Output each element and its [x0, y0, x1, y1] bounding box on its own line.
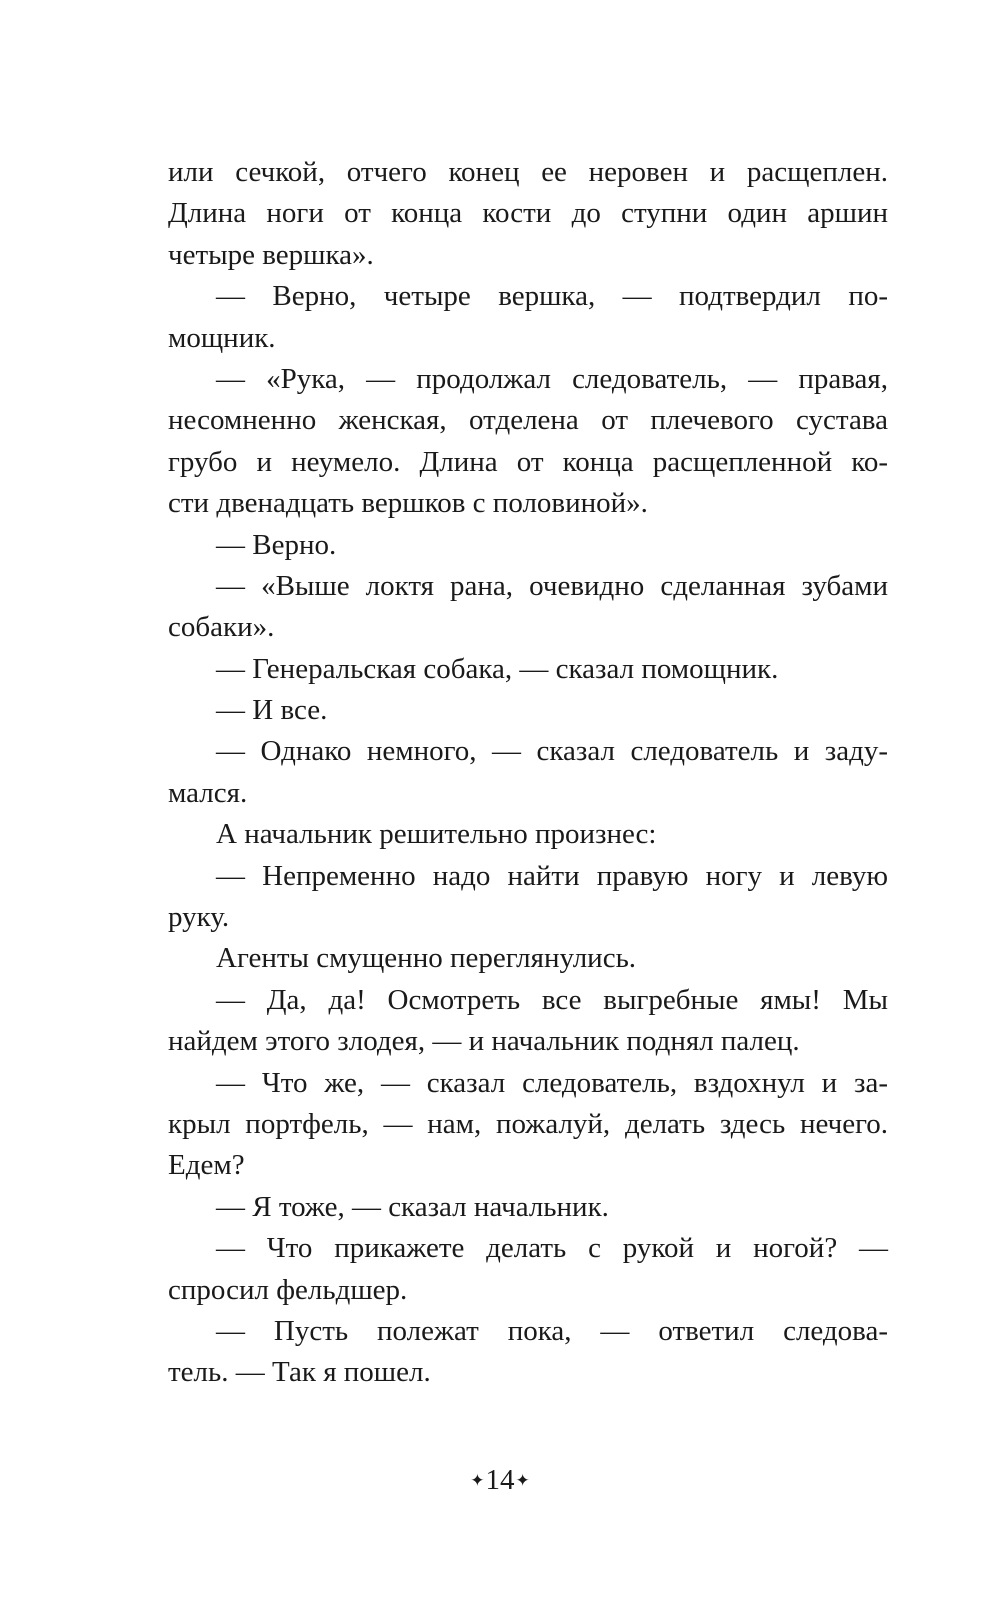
text-line: — Что прикажете делать с рукой и ногой? —	[216, 1232, 888, 1265]
paragraph	[168, 525, 888, 566]
paragraph	[168, 856, 888, 939]
text-line: тель. — Так я пошел.	[168, 1356, 431, 1389]
text-line: несомненно женская, отделена от плечевого сустава	[168, 404, 888, 437]
text-line: сти двенадцать вершков с половиной».	[168, 487, 648, 520]
text-line: Длина ноги от конца кости до ступни один аршин	[168, 197, 888, 230]
paragraph	[168, 276, 888, 359]
text-line: четыре вершка».	[168, 238, 374, 271]
paragraph	[168, 731, 888, 814]
text-line: — Верно, четыре вершка, — подтвердил по-	[216, 280, 888, 313]
text-line: — «Рука, — продолжал следователь, — правая,	[216, 362, 888, 395]
page-number-value: 14	[485, 1464, 515, 1496]
text-line: — Пусть полежат пока, — ответил следова-	[216, 1314, 888, 1347]
page-number	[0, 1462, 1000, 1499]
text-line: собаки».	[168, 611, 275, 644]
text-line: руку.	[168, 901, 230, 934]
text-line: А начальник решительно произнес:	[216, 818, 657, 851]
paragraph	[168, 566, 888, 649]
paragraph	[168, 359, 888, 525]
text-line: — Да, да! Осмотреть все выгребные ямы! Мы	[216, 983, 888, 1016]
text-line: спросил фельдшер.	[168, 1273, 408, 1306]
text-line: Едем?	[168, 1149, 245, 1182]
paragraph	[168, 938, 888, 979]
text-line: крыл портфель, — нам, пожалуй, делать здесь нечего.	[168, 1107, 888, 1140]
star-ornament-right-icon: ✦	[515, 1471, 530, 1490]
paragraph	[168, 1063, 888, 1187]
paragraph	[168, 980, 888, 1063]
text-line: — «Выше локтя рана, очевидно сделанная зубами	[216, 569, 888, 602]
paragraph	[168, 690, 888, 731]
text-line: мался.	[168, 776, 248, 809]
text-line: мощник.	[168, 321, 276, 354]
text-line: грубо и неумело. Длина от конца расщепленной ко-	[168, 445, 888, 478]
paragraph	[168, 1311, 888, 1394]
text-line: — Непременно надо найти правую ногу и левую	[216, 859, 888, 892]
text-line: — Верно.	[216, 528, 337, 561]
paragraph	[168, 152, 888, 276]
text-line: найдем этого злодея, — и начальник поднял палец.	[168, 1025, 800, 1058]
body-text	[168, 152, 888, 1394]
text-line: или сечкой, отчего конец ее неровен и расщеплен.	[168, 156, 888, 188]
paragraph	[168, 1228, 888, 1311]
text-line: — Я тоже, — сказал начальник.	[216, 1190, 609, 1223]
text-line: — И все.	[216, 694, 328, 727]
paragraph	[168, 649, 888, 690]
text-line: — Однако немного, — сказал следователь и заду-	[216, 735, 888, 768]
paragraph	[168, 1187, 888, 1228]
text-line: — Что же, — сказал следователь, вздохнул и за-	[216, 1066, 888, 1099]
paragraph	[168, 814, 888, 855]
text-line: — Генеральская собака, — сказал помощник.	[216, 652, 779, 685]
star-ornament-left-icon: ✦	[470, 1471, 485, 1490]
text-line: Агенты смущенно переглянулись.	[216, 942, 637, 975]
